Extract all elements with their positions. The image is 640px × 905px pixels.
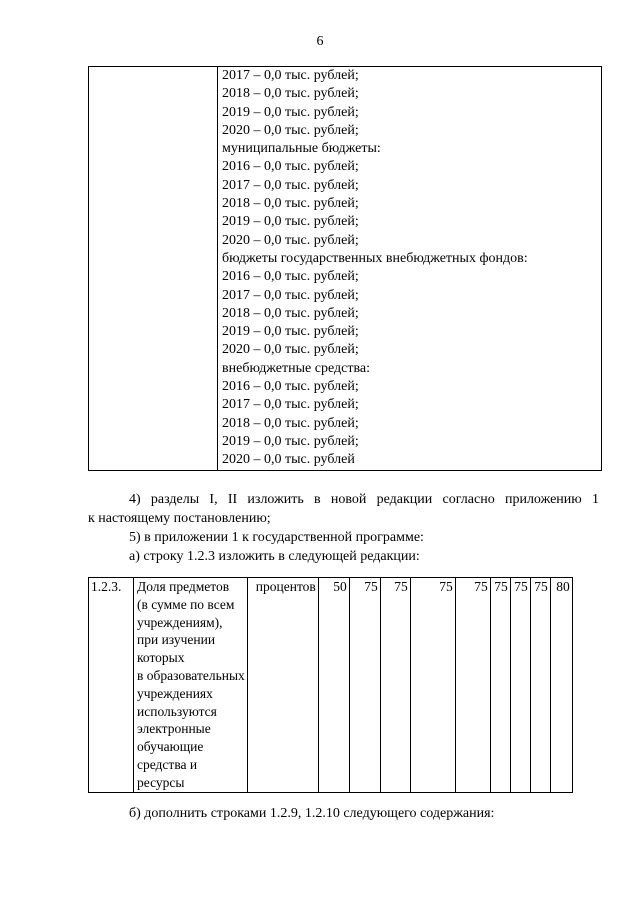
indicator-value: 75 (380, 578, 410, 793)
indicator-name-line: при изучении (137, 632, 216, 648)
funding-line: 2017 – 0,0 тыс. рублей; (222, 287, 359, 303)
amendments-text (88, 490, 599, 566)
item-5a: а) строку 1.2.3 изложить в следующей редакции: (129, 549, 420, 564)
indicator-value: 75 (510, 578, 530, 793)
funding-line: 2020 – 0,0 тыс. рублей; (222, 122, 359, 138)
table-row (89, 67, 602, 471)
indicator-name-line: учреждениям), (137, 614, 223, 630)
funding-subheading: муниципальные бюджеты: (222, 141, 381, 157)
indicator-name-line: (в сумме по всем (137, 596, 235, 612)
indicator-name-line: в образовательных (137, 667, 245, 683)
item-4-line-2: к настоящему постановлению; (88, 511, 271, 526)
funding-line: 2018 – 0,0 тыс. рублей; (222, 86, 359, 102)
funding-line: 2016 – 0,0 тыс. рублей; (222, 159, 359, 175)
item-5: 5) в приложении 1 к государственной программе: (129, 530, 424, 545)
indicator-value: 75 (490, 578, 510, 793)
indicator-name-line: Доля предметов (137, 579, 230, 594)
table-row (89, 578, 573, 793)
funding-line: 2020 – 0,0 тыс. рублей; (222, 232, 359, 248)
funding-line: 2017 – 0,0 тыс. рублей; (222, 68, 359, 83)
funding-line: 2018 – 0,0 тыс. рублей; (222, 305, 359, 321)
funding-line: 2019 – 0,0 тыс. рублей; (222, 433, 359, 449)
indicator-value: 80 (550, 578, 572, 793)
indicator-value: 50 (318, 578, 349, 793)
indicator-unit: процентов (247, 578, 318, 793)
funding-line: 2016 – 0,0 тыс. рублей; (222, 269, 359, 285)
indicator-name-line: учреждениях (137, 685, 213, 701)
funding-line: 2018 – 0,0 тыс. рублей; (222, 415, 359, 431)
funding-line: 2020 – 0,0 тыс. рублей; (222, 342, 359, 358)
funding-table-right-cell (218, 67, 602, 471)
funding-line: 2017 – 0,0 тыс. рублей; (222, 177, 359, 193)
indicator-name-line: обучающие (137, 739, 204, 755)
funding-line: 2019 – 0,0 тыс. рублей; (222, 214, 359, 230)
funding-line: 2020 – 0,0 тыс. рублей (222, 452, 355, 468)
indicator-value: 75 (455, 578, 490, 793)
indicator-value: 75 (410, 578, 455, 793)
funding-line: 2017 – 0,0 тыс. рублей; (222, 397, 359, 413)
item-4-line-1: 4) разделы I, II изложить в новой редакции согласно приложению 1 (129, 492, 599, 507)
indicator-name-line: которых (137, 650, 185, 666)
indicator-table (88, 577, 573, 793)
funding-line: 2016 – 0,0 тыс. рублей; (222, 379, 359, 395)
funding-table (88, 66, 602, 471)
amendments-text-continued (88, 804, 599, 823)
funding-line: 2018 – 0,0 тыс. рублей; (222, 196, 359, 212)
funding-line: 2019 – 0,0 тыс. рублей; (222, 104, 359, 120)
indicator-name-line: ресурсы (137, 774, 185, 790)
funding-subheading: бюджеты государственных внебюджетных фондов: (222, 250, 528, 266)
page-number: 6 (316, 34, 324, 49)
indicator-value: 75 (349, 578, 380, 793)
indicator-code: 1.2.3. (89, 578, 134, 793)
indicator-value: 75 (530, 578, 550, 793)
funding-line: 2019 – 0,0 тыс. рублей; (222, 324, 359, 340)
item-5b: б) дополнить строками 1.2.9, 1.2.10 следующего содержания: (129, 806, 495, 821)
indicator-name (134, 578, 248, 793)
indicator-name-line: электронные (137, 721, 211, 737)
funding-table-left-cell (89, 67, 218, 471)
indicator-name-line: средства и (137, 756, 198, 772)
funding-subheading: внебюджетные средства: (222, 360, 370, 376)
indicator-name-line: используются (137, 703, 217, 719)
